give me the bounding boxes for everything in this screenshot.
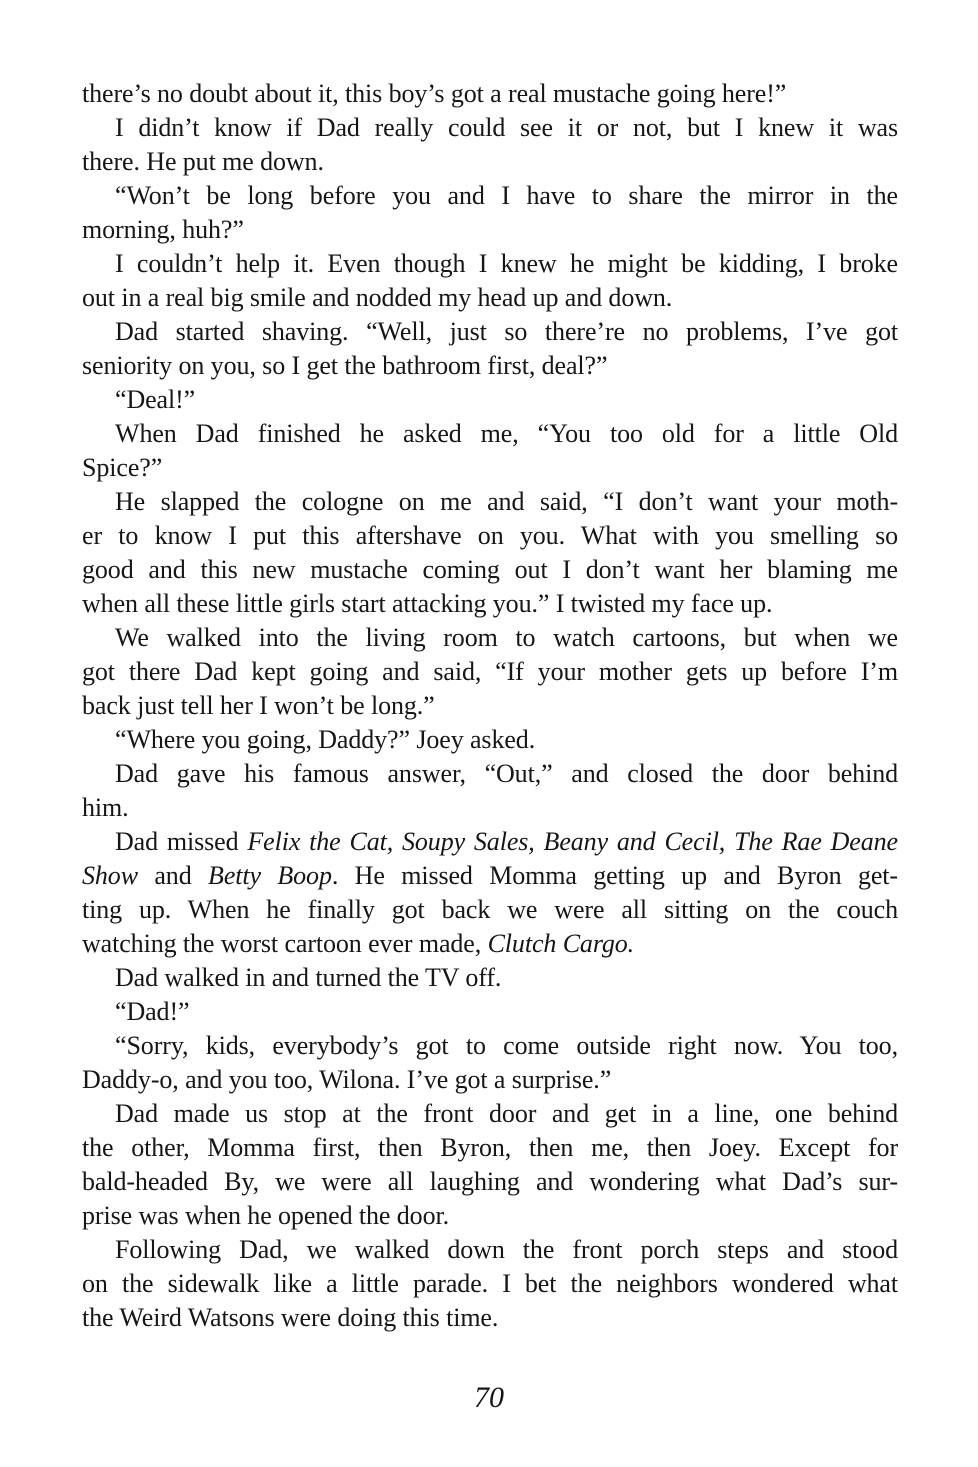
text-line <box>82 757 898 791</box>
text-segment: When Dad finished he asked me, “You too old for a little Old <box>115 419 898 448</box>
text-segment: Dad started shaving. “Well, just so there’re no problems, I’ve got <box>115 317 898 346</box>
text-segment: Daddy-o, and you too, Wilona. I’ve got a surprise.” <box>82 1065 612 1094</box>
text-line <box>82 1131 898 1165</box>
text-line <box>82 213 898 247</box>
text-line <box>82 859 898 893</box>
text-segment: I couldn’t help it. Even though I knew he might be kidding, I broke <box>115 249 898 278</box>
text-segment: got there Dad kept going and said, “If your mother gets up before I’m <box>82 657 898 686</box>
text-line <box>82 553 898 587</box>
text-line <box>82 1029 898 1063</box>
text-line <box>82 1233 898 1267</box>
text-line <box>82 247 898 281</box>
text-segment: “Deal!” <box>115 385 196 414</box>
text-segment: and <box>137 861 209 890</box>
text-line <box>82 1097 898 1131</box>
text-segment: watching the worst cartoon ever made, <box>82 929 488 958</box>
text-line <box>82 145 898 179</box>
text-segment: back just tell her I won’t be long.” <box>82 691 435 720</box>
text-segment: when all these little girls start attacking you.” I twisted my face up. <box>82 589 773 618</box>
text-segment: He slapped the cologne on me and said, “I don’t want your moth- <box>115 487 898 516</box>
text-line <box>82 1199 898 1233</box>
text-line <box>82 893 898 927</box>
text-line <box>82 349 898 383</box>
text-segment: Dad missed <box>115 827 248 856</box>
text-segment: there’s no doubt about it, this boy’s got a real mustache going here!” <box>82 79 787 108</box>
text-segment: We walked into the living room to watch cartoons, but when we <box>115 623 898 652</box>
text-line <box>82 1165 898 1199</box>
text-segment: er to know I put this aftershave on you. What with you smelling so <box>82 521 898 550</box>
body-text-block <box>82 77 898 1335</box>
text-segment: on the sidewalk like a little parade. I bet the neighbors wondered what <box>82 1269 898 1298</box>
text-segment: there. He put me down. <box>82 147 324 176</box>
text-line <box>82 995 898 1029</box>
text-segment: good and this new mustache coming out I don’t want her blaming me <box>82 555 898 584</box>
text-segment: “Where you going, Daddy?” Joey asked. <box>115 725 536 754</box>
italic-text-segment: Felix the Cat, Soupy Sales, Beany and Cecil, The Rae Deane <box>247 827 898 856</box>
text-line <box>82 689 898 723</box>
text-segment: Dad gave his famous answer, “Out,” and closed the door behind <box>115 759 898 788</box>
text-segment: him. <box>82 793 129 822</box>
italic-text-segment: Betty Boop <box>208 861 332 890</box>
text-line <box>82 961 898 995</box>
text-segment: “Dad!” <box>115 997 190 1026</box>
text-line <box>82 825 898 859</box>
text-segment: the Weird Watsons were doing this time. <box>82 1303 499 1332</box>
text-segment: . He missed Momma getting up and Byron get- <box>331 861 898 890</box>
text-segment: “Sorry, kids, everybody’s got to come outside right now. You too, <box>115 1031 898 1060</box>
text-segment: Dad walked in and turned the TV off. <box>115 963 502 992</box>
text-line <box>82 791 898 825</box>
text-line <box>82 927 898 961</box>
text-line <box>82 723 898 757</box>
text-line <box>82 587 898 621</box>
text-line <box>82 315 898 349</box>
text-segment: out in a real big smile and nodded my head up and down. <box>82 283 673 312</box>
italic-text-segment: Show <box>82 861 138 890</box>
text-line <box>82 621 898 655</box>
text-line <box>82 1063 898 1097</box>
text-line <box>82 519 898 553</box>
text-line <box>82 1301 898 1335</box>
italic-text-segment: Clutch Cargo. <box>487 929 635 958</box>
text-line <box>82 655 898 689</box>
text-segment: bald-headed By, we were all laughing and wondering what Dad’s sur- <box>82 1167 898 1196</box>
text-line <box>82 179 898 213</box>
text-segment: ting up. When he finally got back we were all sitting on the couch <box>82 895 898 924</box>
text-segment: Following Dad, we walked down the front porch steps and stood <box>115 1235 898 1264</box>
text-segment: prise was when he opened the door. <box>82 1201 449 1230</box>
text-line <box>82 111 898 145</box>
text-segment: Spice?” <box>82 453 163 482</box>
text-line <box>82 417 898 451</box>
text-line <box>82 485 898 519</box>
text-segment: the other, Momma first, then Byron, then me, then Joey. Except for <box>82 1133 898 1162</box>
page-number: 70 <box>474 1381 504 1414</box>
text-segment: I didn’t know if Dad really could see it or not, but I knew it was <box>115 113 898 142</box>
text-segment: Dad made us stop at the front door and get in a line, one behind <box>115 1099 898 1128</box>
text-line <box>82 383 898 417</box>
text-line <box>82 451 898 485</box>
text-segment: seniority on you, so I get the bathroom first, deal?” <box>82 351 608 380</box>
text-line <box>82 1267 898 1301</box>
text-segment: “Won’t be long before you and I have to share the mirror in the <box>115 181 898 210</box>
text-segment: morning, huh?” <box>82 215 244 244</box>
text-line <box>82 77 898 111</box>
text-line <box>82 281 898 315</box>
